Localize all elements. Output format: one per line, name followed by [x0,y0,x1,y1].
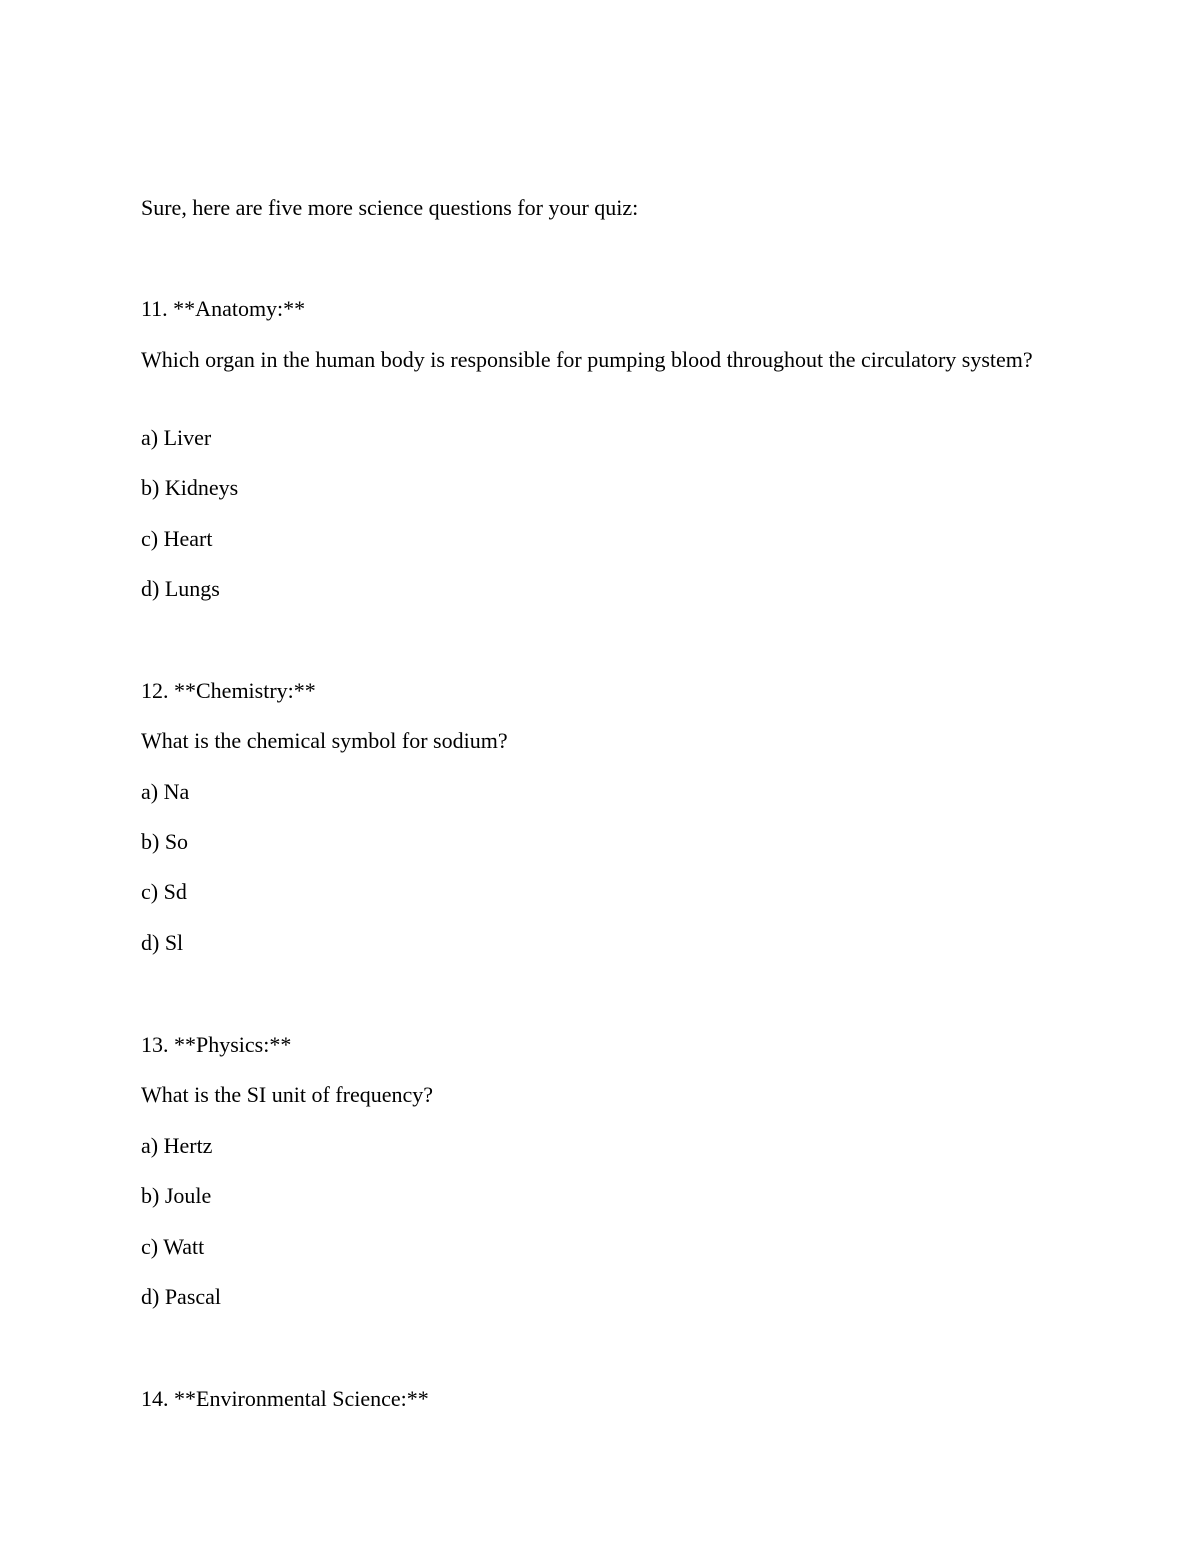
question-heading: 13. **Physics:** [141,1032,292,1057]
answer-option: b) Kidneys [141,475,239,500]
question-text: Which organ in the human body is responsible for pumping blood throughout the circulatory system? [141,347,1033,372]
answer-option: a) Liver [141,425,212,450]
answer-option: b) Joule [141,1183,212,1208]
answer-option: c) Sd [141,879,187,904]
question-heading: 12. **Chemistry:** [141,678,316,703]
answer-option: c) Watt [141,1234,205,1259]
answer-option: b) So [141,829,189,854]
question-text: What is the chemical symbol for sodium? [141,728,508,753]
answer-option: a) Na [141,779,190,804]
intro-text: Sure, here are five more science questions for your quiz: [141,195,639,220]
answer-option: d) Sl [141,930,184,955]
answer-option: c) Heart [141,526,213,551]
answer-option: d) Pascal [141,1284,222,1309]
question-heading: 11. **Anatomy:** [141,296,306,321]
question-text: What is the SI unit of frequency? [141,1082,434,1107]
answer-option: d) Lungs [141,576,220,601]
question-heading: 14. **Environmental Science:** [141,1386,429,1411]
answer-option: a) Hertz [141,1133,213,1158]
